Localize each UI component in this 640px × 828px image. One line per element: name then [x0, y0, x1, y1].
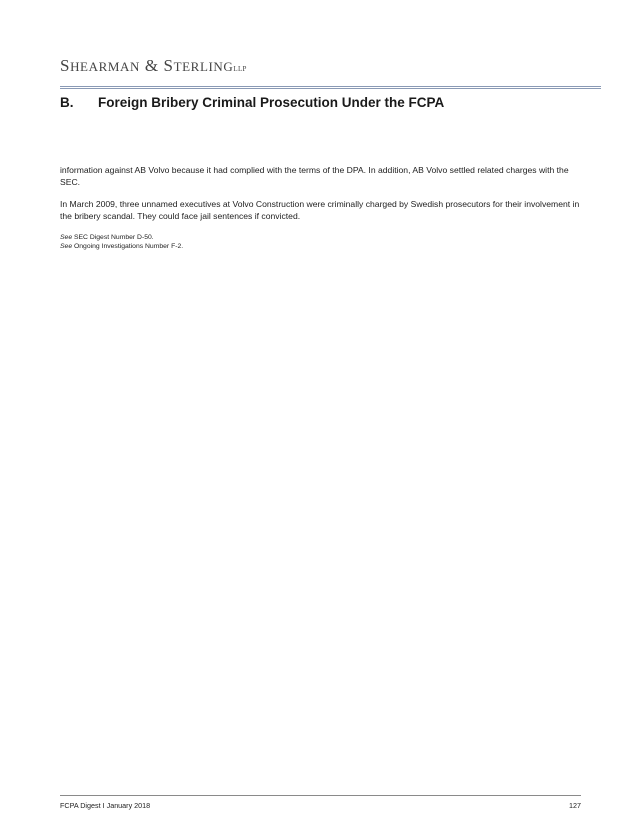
footnote — [60, 242, 183, 251]
footnote-see: See — [60, 243, 73, 250]
logo-letter: S — [163, 56, 174, 75]
footnote — [60, 233, 183, 242]
footnote-text: SEC Digest Number D-50. — [72, 234, 154, 241]
page-number: 127 — [569, 801, 581, 810]
body-paragraph: information against AB Volvo because it had complied with the terms of the DPA. In addition, AB Volvo settled related charges with the SEC. — [60, 165, 569, 187]
logo-word: HEARMAN — [70, 59, 140, 74]
section-title: Foreign Bribery Criminal Prosecution Under the FCPA — [98, 95, 445, 110]
logo-llp: LLP — [233, 65, 247, 73]
logo-letter: S — [60, 56, 71, 75]
logo-word: TERLING — [173, 59, 234, 74]
footer-divider — [60, 795, 581, 796]
shearman-sterling-logo — [60, 56, 247, 76]
header-divider — [60, 86, 601, 89]
footer-publication: FCPA Digest I January 2018 — [60, 801, 151, 810]
footnotes — [60, 233, 183, 251]
section-letter: B. — [60, 95, 74, 110]
footnote-see: See — [60, 234, 73, 241]
body-paragraph: In March 2009, three unnamed executives at Volvo Construction were criminally charged by Swedish prosecutors for their involvement in the bribery scandal. They could face jail sentences if convicted. — [60, 199, 580, 221]
footnote-text: Ongoing Investigations Number F-2. — [72, 243, 184, 250]
logo-ampersand: & — [140, 56, 164, 75]
section-heading — [60, 95, 444, 110]
